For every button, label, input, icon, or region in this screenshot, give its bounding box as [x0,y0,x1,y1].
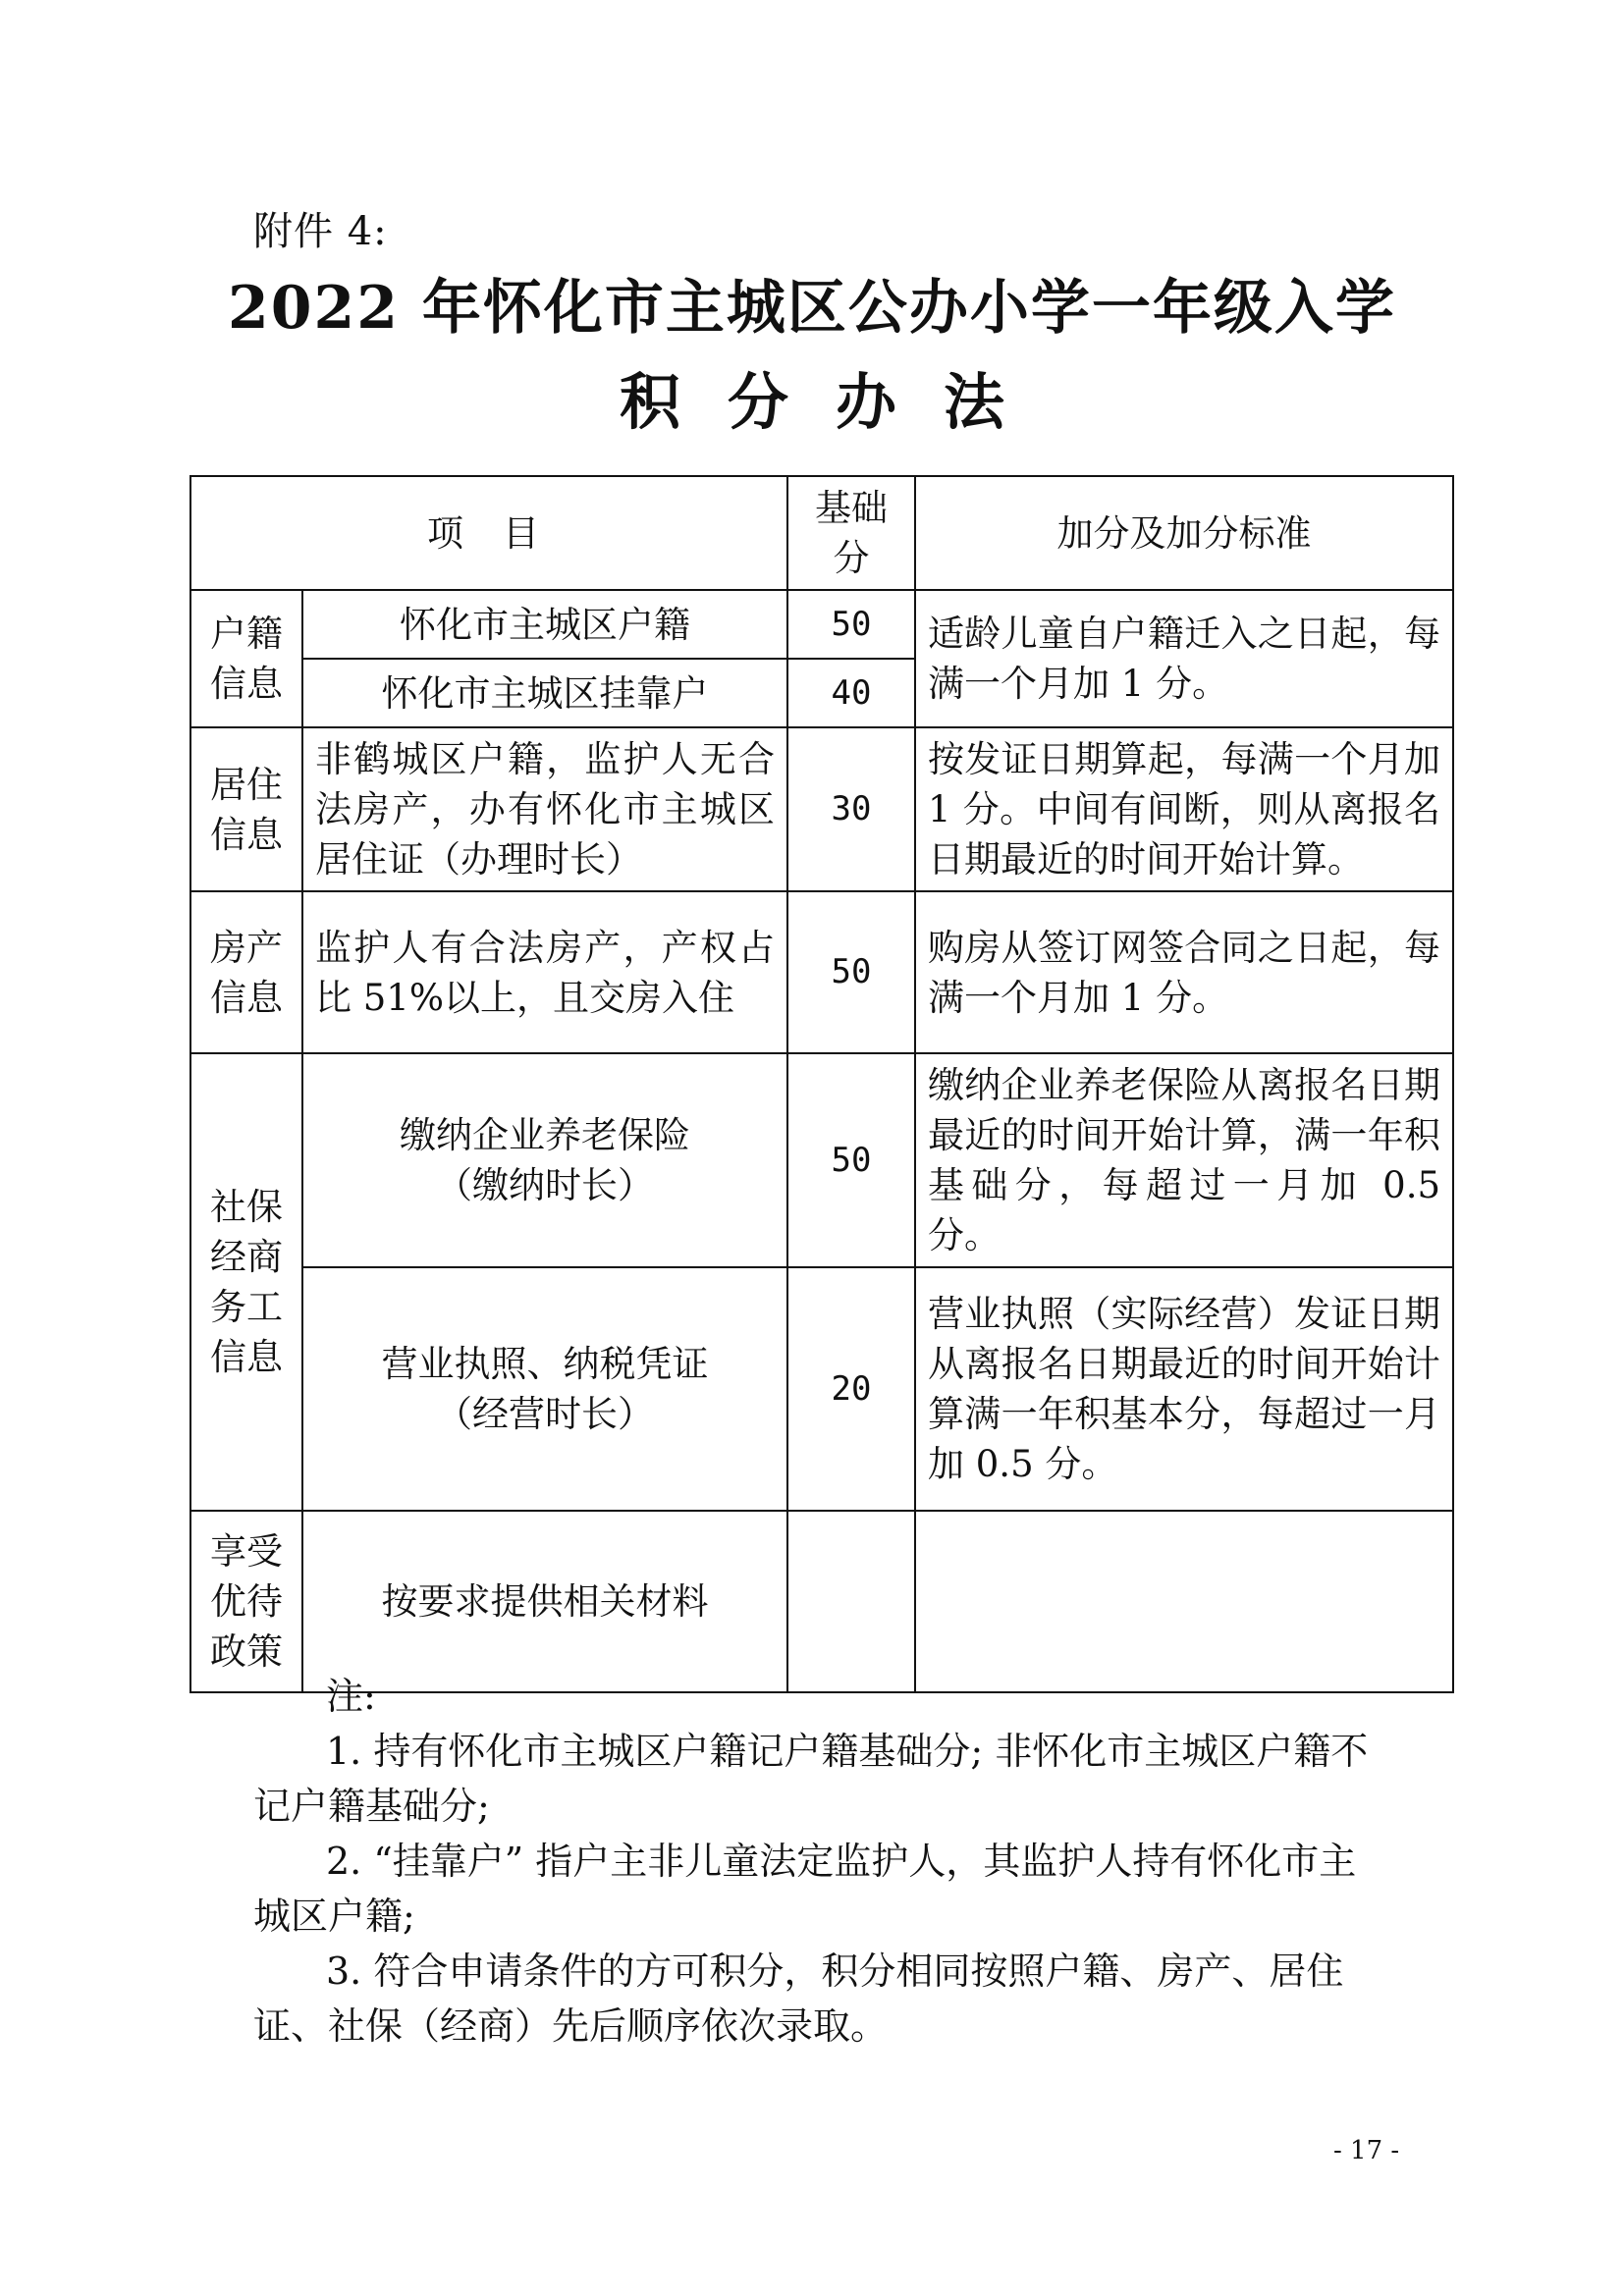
item-cell: 非鹤城区户籍，监护人无合法房产，办有怀化市主城区居住证（办理时长） [302,727,787,891]
item-cell: 怀化市主城区挂靠户 [302,659,787,727]
bonus-cell: 缴纳企业养老保险从离报名日期最近的时间开始计算，满一年积基础分，每超过一月加 0.5 分。 [915,1053,1453,1267]
item-line: 营业执照、纳税凭证 [381,1343,709,1385]
header-base: 基础分 [787,476,915,590]
bonus-cell: 营业执照（实际经营）发证日期从离报名日期最近的时间开始计算满一年积基本分，每超过一月加 0.5 分。 [915,1267,1453,1511]
note-item: 2. “挂靠户” 指户主非儿童法定监护人，其监护人持有怀化市主城区户籍; [253,1840,1357,1938]
base-score: 30 [787,727,915,891]
document-title-line2: 积分办法 [619,366,1052,438]
item-cell: 怀化市主城区户籍 [302,590,787,659]
item-line: 缴纳企业养老保险 [400,1114,690,1156]
category-residence: 居住信息 [190,727,302,891]
category-social: 社保经商务工信息 [190,1053,302,1511]
base-score: 50 [787,1053,915,1267]
table-row [190,727,1453,891]
points-table [189,475,1454,1693]
item-cell [302,1267,787,1511]
base-score: 40 [787,659,915,727]
table-row [190,891,1453,1053]
table-row [190,1511,1453,1692]
note-item: 3. 符合申请条件的方可积分，积分相同按照户籍、房产、居住证、社保（经商）先后顺序依次录取。 [253,1949,1344,2048]
category-property: 房产信息 [190,891,302,1053]
bonus-cell [915,1511,1453,1692]
bonus-cell: 按发证日期算起，每满一个月加 1 分。中间有间断，则从离报名日期最近的时间开始计算。 [915,727,1453,891]
base-score: 50 [787,590,915,659]
header-item: 项目 [190,476,787,590]
note-item: 1. 持有怀化市主城区户籍记户籍基础分; 非怀化市主城区户籍不记户籍基础分; [253,1730,1369,1828]
attachment-label: 附件 4: [253,209,388,254]
item-cell [302,1053,787,1267]
base-score: 20 [787,1267,915,1511]
table-row [190,1053,1453,1267]
table-header-row [190,476,1453,590]
bonus-cell: 适龄儿童自户籍迁入之日起，每满一个月加 1 分。 [915,590,1453,727]
bonus-cell: 购房从签订网签合同之日起，每满一个月加 1 分。 [915,891,1453,1053]
table-row [190,590,1453,659]
item-cell: 监护人有合法房产，产权占比 51%以上，且交房入住 [302,891,787,1053]
base-score: 50 [787,891,915,1053]
header-bonus: 加分及加分标准 [915,476,1453,590]
category-preferential: 享受优待政策 [190,1511,302,1692]
base-score [787,1511,915,1692]
page-number: - 17 - [1333,2136,1400,2165]
notes-section [253,1669,1392,2054]
item-cell: 按要求提供相关材料 [302,1511,787,1692]
table-row [190,1267,1453,1511]
notes-label: 注: [326,1675,376,1718]
item-line: （缴纳时长） [436,1164,654,1206]
category-household: 户籍信息 [190,590,302,727]
document-title-line1: 2022 年怀化市主城区公办小学一年级入学 [228,274,1396,343]
item-line: （经营时长） [436,1393,654,1435]
